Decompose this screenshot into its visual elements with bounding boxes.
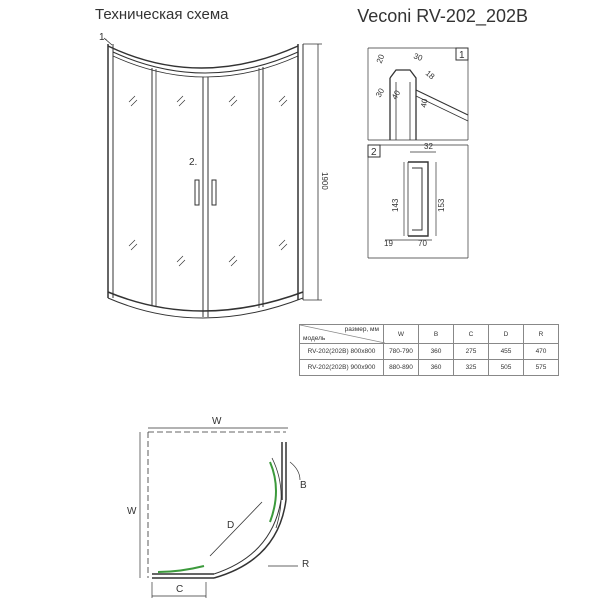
plan-view bbox=[127, 416, 309, 598]
detail-1-tag: 1 bbox=[459, 50, 465, 61]
detail-1-dim-20: 20 bbox=[374, 53, 387, 65]
plan-w-left: W bbox=[127, 506, 137, 517]
spec-col-c: C bbox=[454, 325, 489, 344]
detail-2-dim-153: 153 bbox=[437, 198, 446, 212]
spec-model: RV-202(202B) 900x900 bbox=[300, 360, 384, 376]
spec-value: 455 bbox=[489, 344, 524, 360]
spec-value: 880-890 bbox=[384, 360, 419, 376]
spec-header-row bbox=[300, 325, 559, 344]
height-dimension: 1900 bbox=[320, 172, 329, 190]
spec-value: 575 bbox=[524, 360, 559, 376]
table-row bbox=[300, 360, 559, 376]
table-row bbox=[300, 344, 559, 360]
detail-1-dim-30b: 30 bbox=[373, 86, 387, 99]
spec-value: 275 bbox=[454, 344, 489, 360]
detail-1-dim-40b: 40 bbox=[419, 98, 430, 109]
plan-w-top: W bbox=[212, 416, 222, 427]
detail-1-dim-30a: 30 bbox=[412, 51, 424, 63]
spec-col-b: B bbox=[419, 325, 454, 344]
detail-2-dim-143: 143 bbox=[391, 198, 400, 212]
detail-2-dim-70: 70 bbox=[418, 239, 427, 248]
spec-value: 505 bbox=[489, 360, 524, 376]
front-view bbox=[99, 32, 329, 318]
detail-2-dim-19: 19 bbox=[384, 239, 393, 248]
plan-c: C bbox=[176, 584, 184, 595]
page-title: Техническая схема bbox=[95, 6, 229, 23]
plan-r: R bbox=[302, 559, 310, 570]
spec-corner-header bbox=[300, 325, 384, 344]
detail-2-dim-32: 32 bbox=[424, 142, 433, 151]
marker-2: 2. bbox=[189, 157, 198, 168]
spec-value: 470 bbox=[524, 344, 559, 360]
detail-2 bbox=[368, 142, 468, 258]
spec-table bbox=[299, 324, 559, 376]
detail-2-tag: 2 bbox=[371, 147, 377, 158]
spec-value: 360 bbox=[419, 344, 454, 360]
spec-header-model: модель bbox=[303, 335, 326, 342]
spec-value: 780-790 bbox=[384, 344, 419, 360]
spec-col-w: W bbox=[384, 325, 419, 344]
spec-value: 325 bbox=[454, 360, 489, 376]
detail-1-dim-18: 18 bbox=[423, 68, 437, 82]
plan-d: D bbox=[227, 520, 235, 531]
detail-1 bbox=[368, 48, 468, 140]
model-name: Veconi RV-202_202B bbox=[357, 6, 528, 26]
plan-b: B bbox=[300, 480, 307, 491]
spec-col-d: D bbox=[489, 325, 524, 344]
detail-1-dim-40a: 40 bbox=[389, 88, 403, 101]
spec-header-size: размер, мм bbox=[344, 326, 379, 333]
marker-1: 1. bbox=[99, 32, 108, 43]
spec-value: 360 bbox=[419, 360, 454, 376]
spec-col-r: R bbox=[524, 325, 559, 344]
spec-model: RV-202(202B) 800x800 bbox=[300, 344, 384, 360]
